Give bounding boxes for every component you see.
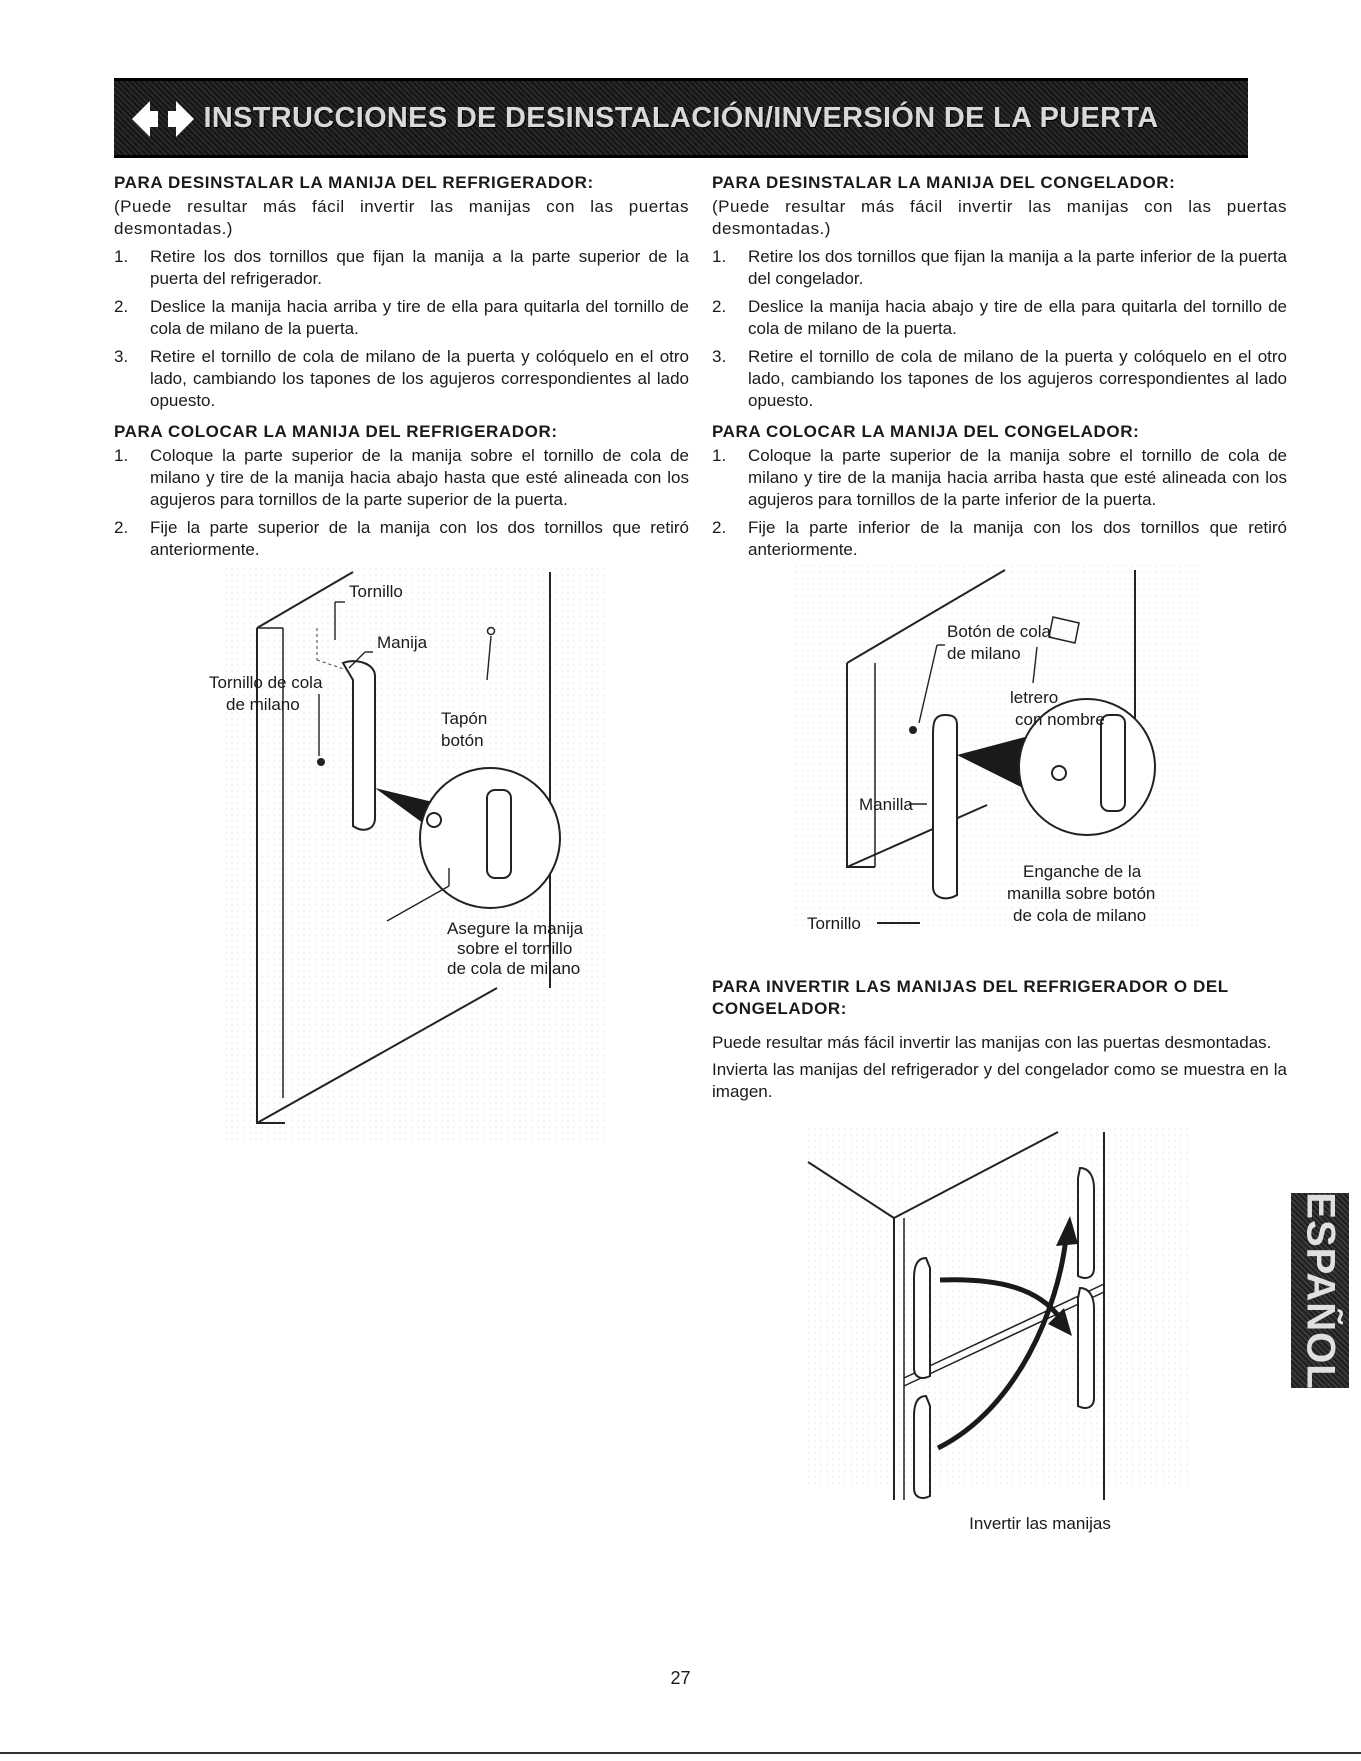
step-number: 2. [712,297,727,316]
step-item [712,346,1287,412]
step-number: 1. [114,247,129,266]
step-number: 3. [114,347,129,366]
step-number: 2. [712,518,727,537]
label-tapon-1: Tapón [441,709,488,728]
section-heading: PARA COLOCAR LA MANIJA DEL REFRIGERADOR: [114,422,558,441]
section-heading: PARA DESINSTALAR LA MANIJA DEL REFRIGERADOR: [114,173,594,192]
step-number: 1. [712,247,727,266]
label-letrero-2: con nombre [1015,710,1105,729]
step-item [712,445,1287,511]
bottom-rule [0,1752,1361,1754]
figure-caption: Invertir las manijas [969,1514,1111,1533]
step-number: 3. [712,347,727,366]
step-item [114,246,689,290]
left-column [114,172,689,570]
step-number: 1. [712,446,727,465]
right-column [712,172,1287,570]
invert-heading: PARA INVERTIR LAS MANIJAS DEL REFRIGERADOR O DEL CONGELADOR: [712,977,1229,1018]
step-text: Deslice la manija hacia arriba y tire de ella para quitarla del tornillo de cola de milano de la puerta. [150,297,689,338]
label-asegure-2: sobre el tornillo [457,939,573,958]
step-list [712,246,1287,412]
label-letrero-1: letrero [1010,688,1059,707]
freezer-handle-drawing [795,565,1200,937]
step-text: Retire el tornillo de cola de milano de la puerta y colóquelo en el otro lado, cambiando los tapones de los agujeros correspondientes al lado opuesto. [748,347,1287,410]
label-enganche-2: manilla sobre botón [1007,884,1156,903]
step-number: 2. [114,518,129,537]
label-asegure-1: Asegure la manija [447,919,584,938]
step-item [712,517,1287,561]
label-enganche-3: de cola de milano [1013,906,1147,925]
section-heading: PARA COLOCAR LA MANIJA DEL CONGELADOR: [712,422,1140,441]
label-tornillo-cola-1: Tornillo de cola [209,673,323,692]
refrigerator-handle-figure [209,568,605,1148]
label-boton-2: de milano [947,644,1021,663]
step-item [114,346,689,412]
step-text: Coloque la parte superior de la manija sobre el tornillo de cola de milano y tire de la manija hacia abajo hasta que esté alineada con los agujeros para tornillos de la parte superior de la puerta. [150,446,689,509]
section-heading: PARA DESINSTALAR LA MANIJA DEL CONGELADOR: [712,173,1176,192]
step-list [712,445,1287,561]
step-number: 2. [114,297,129,316]
step-item [114,517,689,561]
reverse-handles-figure [808,1128,1192,1508]
label-tornillo: Tornillo [807,914,861,933]
section-intro: (Puede resultar más fácil invertir las manijas con las puertas desmontadas.) [114,197,689,238]
step-text: Deslice la manija hacia abajo y tire de ella para quitarla del tornillo de cola de milano de la puerta. [748,297,1287,338]
step-item [712,246,1287,290]
label-manija: Manija [377,633,428,652]
refrigerator-handle-drawing [209,568,605,1148]
page-number: 27 [670,1668,691,1688]
language-tab [1291,1193,1349,1388]
reverse-handles-drawing [808,1128,1192,1508]
step-item [114,445,689,511]
label-tornillo-cola-2: de milano [226,695,300,714]
label-asegure-3: de cola de milano [447,959,581,978]
step-item [712,296,1287,340]
invert-paragraph-2: Invierta las manijas del refrigerador y del congelador como se muestra en la imagen. [712,1060,1287,1101]
step-text: Retire los dos tornillos que fijan la manija a la parte superior de la puerta del refrigerador. [150,247,689,288]
language-tab-label: ESPAÑOL [1298,1191,1343,1390]
step-text: Fije la parte superior de la manija con los dos tornillos que retiró anteriormente. [150,518,689,559]
step-text: Retire el tornillo de cola de milano de la puerta y colóquelo en el otro lado, cambiando los tapones de los agujeros correspondientes al lado opuesto. [150,347,689,410]
step-number: 1. [114,446,129,465]
label-manilla: Manilla [859,795,913,814]
label-boton-1: Botón de cola [947,622,1051,641]
step-item [114,296,689,340]
section-banner [114,78,1248,158]
step-list [114,445,689,561]
label-tornillo: Tornillo [349,582,403,601]
step-text: Fije la parte inferior de la manija con los dos tornillos que retiró anteriormente. [748,518,1287,559]
step-text: Retire los dos tornillos que fijan la manija a la parte inferior de la puerta del congelador. [748,247,1287,288]
label-enganche-1: Enganche de la [1023,862,1142,881]
section-intro: (Puede resultar más fácil invertir las manijas con las puertas desmontadas.) [712,197,1287,238]
page-title: INSTRUCCIONES DE DESINSTALACIÓN/INVERSIÓN DE LA PUERTA [203,102,1159,134]
invert-paragraph-1: Puede resultar más fácil invertir las manijas con las puertas desmontadas. [712,1033,1272,1052]
freezer-handle-figure [795,565,1200,937]
step-list [114,246,689,412]
step-text: Coloque la parte superior de la manija sobre el tornillo de cola de milano y tire de la manija hacia arriba hasta que esté alineada con los agujeros para tornillos de la parte inferior de la puerta. [748,446,1287,509]
label-tapon-2: botón [441,731,484,750]
